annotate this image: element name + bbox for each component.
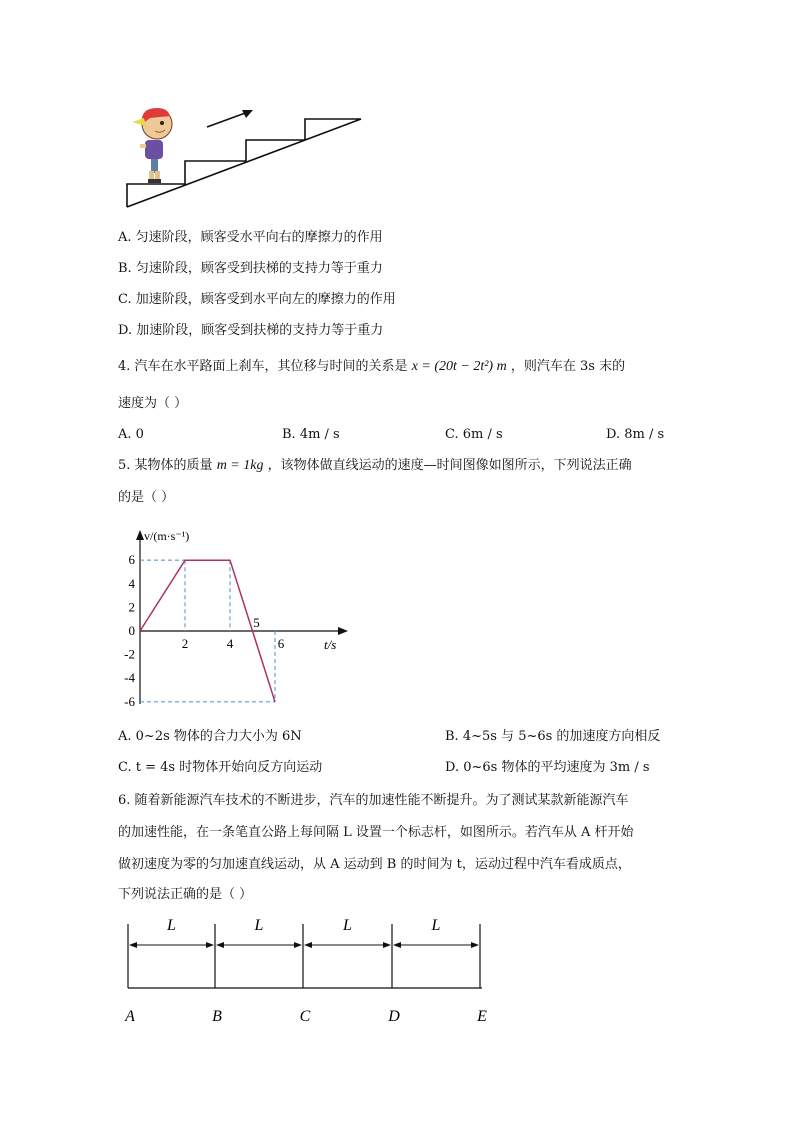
y-axis-arrow-icon [136, 530, 144, 540]
q4-option-c: C. 6m / s [445, 427, 503, 442]
pole-label: C [299, 1008, 311, 1025]
q4-stem-prefix: 4. 汽车在水平路面上刹车，其位移与时间的关系是 [118, 359, 408, 374]
q3-option-c: C. 加速阶段，顾客受到水平向左的摩擦力的作用 [118, 292, 396, 307]
q3-option-d: D. 加速阶段，顾客受到扶梯的支持力等于重力 [118, 323, 384, 338]
q4-stem [118, 358, 625, 376]
q4-stem-suffix: ，则汽车在 3s 末的 [510, 359, 626, 374]
q4-option-a: A. 0 [118, 427, 144, 442]
pole-label: A [125, 1008, 135, 1025]
y-tick-label: 6 [128, 552, 135, 568]
q5-option-d: D. 0~6s 物体的平均速度为 3m / s [445, 760, 650, 775]
q6-stem-line3: 做初速度为零的匀加速直线运动，从 A 运动到 B 的时间为 t，运动过程中汽车看成质点， [118, 857, 631, 872]
q5-option-b: B. 4~5s 与 5~6s 的加速度方向相反 [445, 729, 661, 744]
arrow-right-icon [471, 942, 479, 948]
velocity-time-chart [118, 522, 358, 712]
zero-crossing-label: 5 [253, 615, 260, 630]
arrow-right-icon [294, 942, 302, 948]
arrow-left-icon [393, 942, 401, 948]
pole-label: B [212, 1008, 222, 1025]
y-tick-label: 0 [128, 623, 135, 638]
arrow-left-icon [216, 942, 224, 948]
y-tick-label: -4 [124, 670, 135, 686]
q6-stem-line1: 6. 随着新能源汽车技术的不断进步，汽车的加速性能不断提升。为了测试某款新能源汽车 [118, 793, 629, 808]
y-tick-label: -6 [124, 693, 135, 709]
marker-poles-figure [118, 912, 498, 1032]
x-tick-label: 6 [277, 636, 285, 651]
segment-length-label: L [431, 917, 441, 934]
q4-option-b: B. 4m / s [282, 427, 340, 442]
y-tick-label: 4 [128, 575, 135, 591]
escalator-figure [120, 100, 370, 212]
q4-option-d: D. 8m / s [606, 427, 665, 442]
segment-length-label: L [254, 917, 264, 934]
x-axis-label: t/s [324, 637, 337, 652]
segment-length-label: L [167, 917, 176, 934]
x-tick-label: 2 [181, 636, 189, 651]
pole-label: E [477, 1008, 487, 1025]
q6-stem-line4: 下列说法正确的是（ ） [118, 887, 253, 902]
x-axis-arrow-icon [338, 627, 348, 635]
y-tick-label: -2 [124, 646, 135, 662]
pole-label: D [388, 1008, 400, 1025]
q5-option-a: A. 0~2s 物体的合力大小为 6N [118, 729, 302, 744]
y-axis-label: v/(m·s⁻¹) [144, 529, 190, 543]
arrow-left-icon [129, 942, 137, 948]
customer-person-icon [132, 108, 172, 183]
q3-option-a: A. 匀速阶段，顾客受水平向右的摩擦力的作用 [118, 230, 383, 245]
x-tick-label: 4 [226, 636, 234, 651]
y-tick-label: 2 [128, 599, 135, 615]
q4-stem-line2: 速度为（ ） [118, 396, 188, 411]
q5-option-c: C. t = 4s 时物体开始向反方向运动 [118, 760, 323, 775]
q5-stem-prefix: 5. 某物体的质量 [118, 458, 213, 473]
direction-arrow [207, 112, 248, 127]
q5-stem-suffix: ，该物体做直线运动的速度—时间图像如图所示，下列说法正确 [267, 458, 632, 473]
arrow-left-icon [304, 942, 312, 948]
segment-length-label: L [343, 917, 352, 934]
arrow-right-icon [206, 942, 214, 948]
q4-formula: x = (20t − 2t²) m [411, 359, 507, 374]
q5-stem-line2: 的是（ ） [118, 490, 175, 505]
q5-mass: m = 1kg [216, 458, 264, 473]
q6-stem-line2: 的加速性能，在一条笔直公路上每间隔 L 设置一个标志杆，如图所示。若汽车从 A 杆开始 [118, 825, 634, 840]
q3-option-b: B. 匀速阶段，顾客受到扶梯的支持力等于重力 [118, 261, 383, 276]
q5-stem [118, 457, 632, 475]
arrow-right-icon [383, 942, 391, 948]
